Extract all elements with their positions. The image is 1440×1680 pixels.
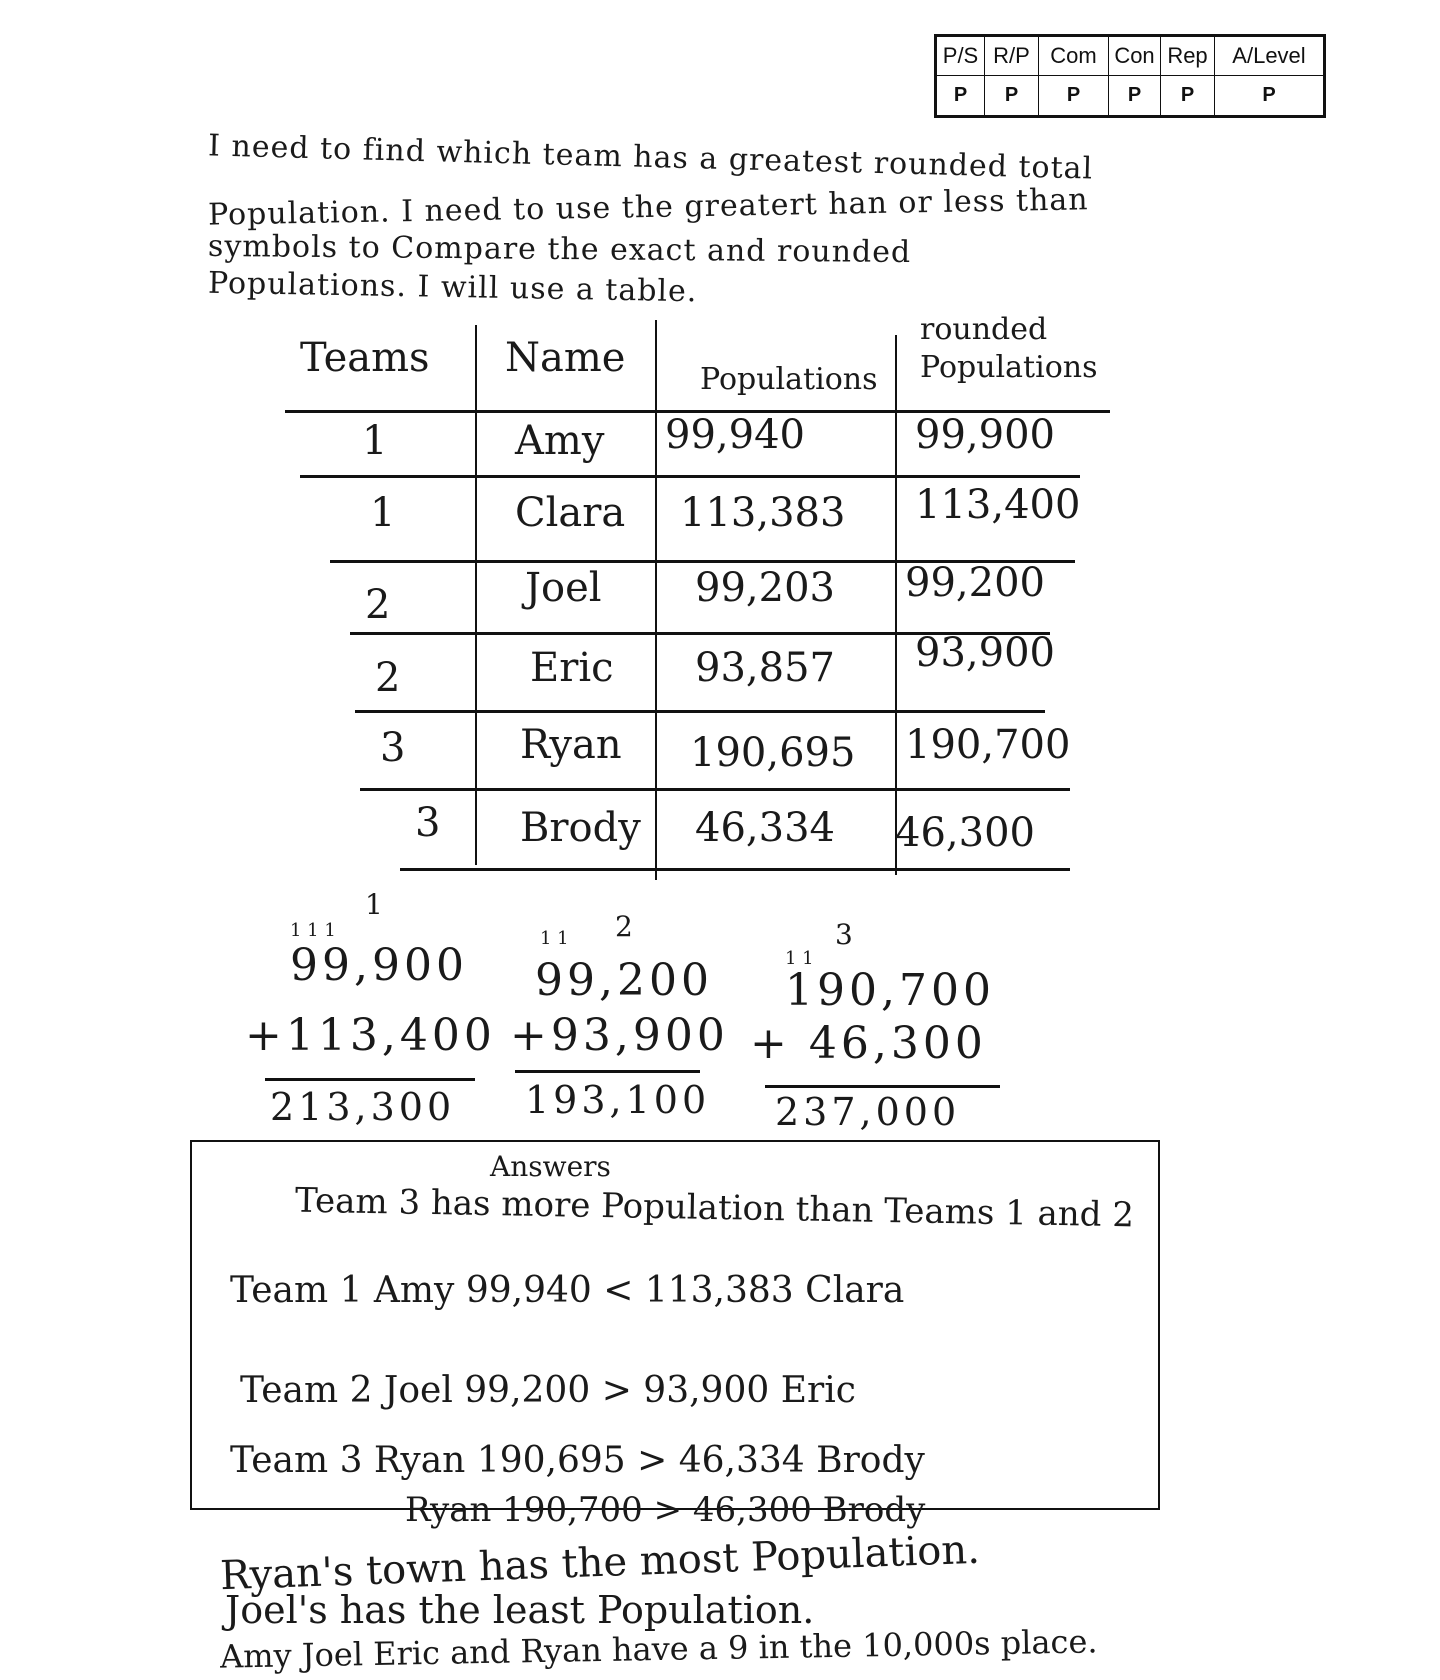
- rubric-header: Con: [1109, 37, 1161, 76]
- table-cell-team: 2: [375, 655, 401, 701]
- rubric-score: P: [985, 76, 1039, 115]
- sum-carry: 1 1: [540, 928, 569, 949]
- rubric-header: R/P: [985, 37, 1039, 76]
- sum-label: 3: [835, 918, 853, 951]
- sum-label: 1: [365, 888, 383, 921]
- table-cell-population: 99,940: [665, 412, 805, 458]
- sum-rule: [515, 1070, 700, 1073]
- intro-line: I need to find which team has a greatest rounded total: [207, 128, 1094, 187]
- table-cell-population: 93,857: [695, 645, 835, 691]
- sum-total: 237,000: [775, 1090, 961, 1134]
- sum-top: 99,900: [290, 940, 468, 991]
- table-rule: [400, 868, 1070, 871]
- table-cell-rounded: 113,400: [915, 482, 1081, 528]
- sum-rule: [265, 1078, 475, 1081]
- sum-addend: + 46,300: [750, 1018, 987, 1069]
- rubric-header: Com: [1039, 37, 1109, 76]
- conclusion-line: Ryan's town has the most Population.: [219, 1526, 981, 1600]
- table-header-rounded-populations: Populations: [920, 350, 1098, 385]
- table-header-rounded: rounded: [920, 312, 1048, 347]
- table-cell-team: 1: [362, 418, 388, 464]
- table-cell-rounded: 99,900: [915, 412, 1055, 458]
- table-cell-name: Ryan: [520, 722, 622, 768]
- table-cell-team: 3: [415, 800, 441, 846]
- answers-line: Team 3 Ryan 190,695 > 46,334 Brody: [230, 1440, 925, 1481]
- table-cell-rounded: 99,200: [905, 560, 1045, 606]
- rubric-table: [934, 34, 1326, 118]
- table-cell-team: 3: [380, 725, 406, 771]
- answers-line: Ryan 190,700 > 46,300 Brody: [405, 1490, 926, 1530]
- table-cell-name: Clara: [515, 490, 626, 536]
- rubric-header: Rep: [1161, 37, 1215, 76]
- table-cell-rounded: 190,700: [905, 722, 1071, 768]
- table-cell-name: Eric: [530, 645, 614, 691]
- conclusion-line: Amy Joel Eric and Ryan have a 9 in the 10,000s place.: [219, 1622, 1098, 1676]
- table-cell-name: Brody: [520, 805, 641, 851]
- table-divider: [895, 335, 897, 875]
- table-header-name: Name: [505, 335, 626, 381]
- table-cell-population: 46,334: [695, 805, 835, 851]
- answers-line: Team 2 Joel 99,200 > 93,900 Eric: [240, 1370, 856, 1411]
- table-divider: [655, 320, 657, 880]
- table-divider: [475, 325, 477, 865]
- answers-title: Answers: [490, 1150, 611, 1183]
- sum-total: 213,300: [270, 1085, 456, 1129]
- table-header-teams: Teams: [300, 335, 430, 381]
- table-cell-population: 113,383: [680, 490, 846, 536]
- sum-rule: [765, 1085, 1000, 1088]
- sum-carry: 1 1 1: [290, 920, 336, 941]
- sum-total: 193,100: [525, 1078, 711, 1122]
- rubric-score: P: [1262, 84, 1276, 106]
- table-cell-population: 99,203: [695, 565, 835, 611]
- rubric-score: P: [1161, 76, 1215, 115]
- rubric-score: P: [1109, 76, 1161, 115]
- table-rule: [300, 475, 1080, 478]
- sum-top: 99,200: [535, 955, 713, 1006]
- intro-line: symbols to Compare the exact and rounded: [207, 228, 912, 271]
- table-cell-name: Amy: [515, 418, 605, 464]
- intro-line: Populations. I will use a table.: [207, 265, 698, 310]
- rubric-header: P/S: [937, 37, 985, 76]
- table-cell-rounded: 46,300: [895, 810, 1035, 856]
- conclusion-line: Joel's has the least Population.: [225, 1588, 815, 1632]
- rubric-score: P: [1039, 76, 1109, 115]
- answers-line: Team 1 Amy 99,940 < 113,383 Clara: [230, 1270, 905, 1311]
- rubric-header: A/Level: [1215, 37, 1323, 76]
- sum-top: 190,700: [785, 965, 995, 1016]
- table-cell-team: 2: [365, 582, 391, 628]
- table-rule: [355, 710, 1045, 713]
- answers-headline: Team 3 has more Population than Teams 1 and 2: [294, 1180, 1135, 1236]
- intro-line: Population. I need to use the greatert han or less than: [207, 182, 1089, 233]
- sum-addend: +93,900: [510, 1010, 729, 1061]
- table-header-populations: Populations: [700, 362, 878, 397]
- sum-label: 2: [615, 910, 633, 943]
- rubric-score: P: [937, 76, 985, 115]
- table-cell-population: 190,695: [690, 730, 856, 776]
- sum-carry: 1 1: [785, 948, 814, 969]
- sum-addend: +113,400: [245, 1010, 496, 1061]
- table-cell-rounded: 93,900: [915, 630, 1055, 676]
- table-rule: [360, 788, 1070, 791]
- table-cell-name: Joel: [525, 565, 602, 611]
- table-cell-team: 1: [370, 490, 396, 536]
